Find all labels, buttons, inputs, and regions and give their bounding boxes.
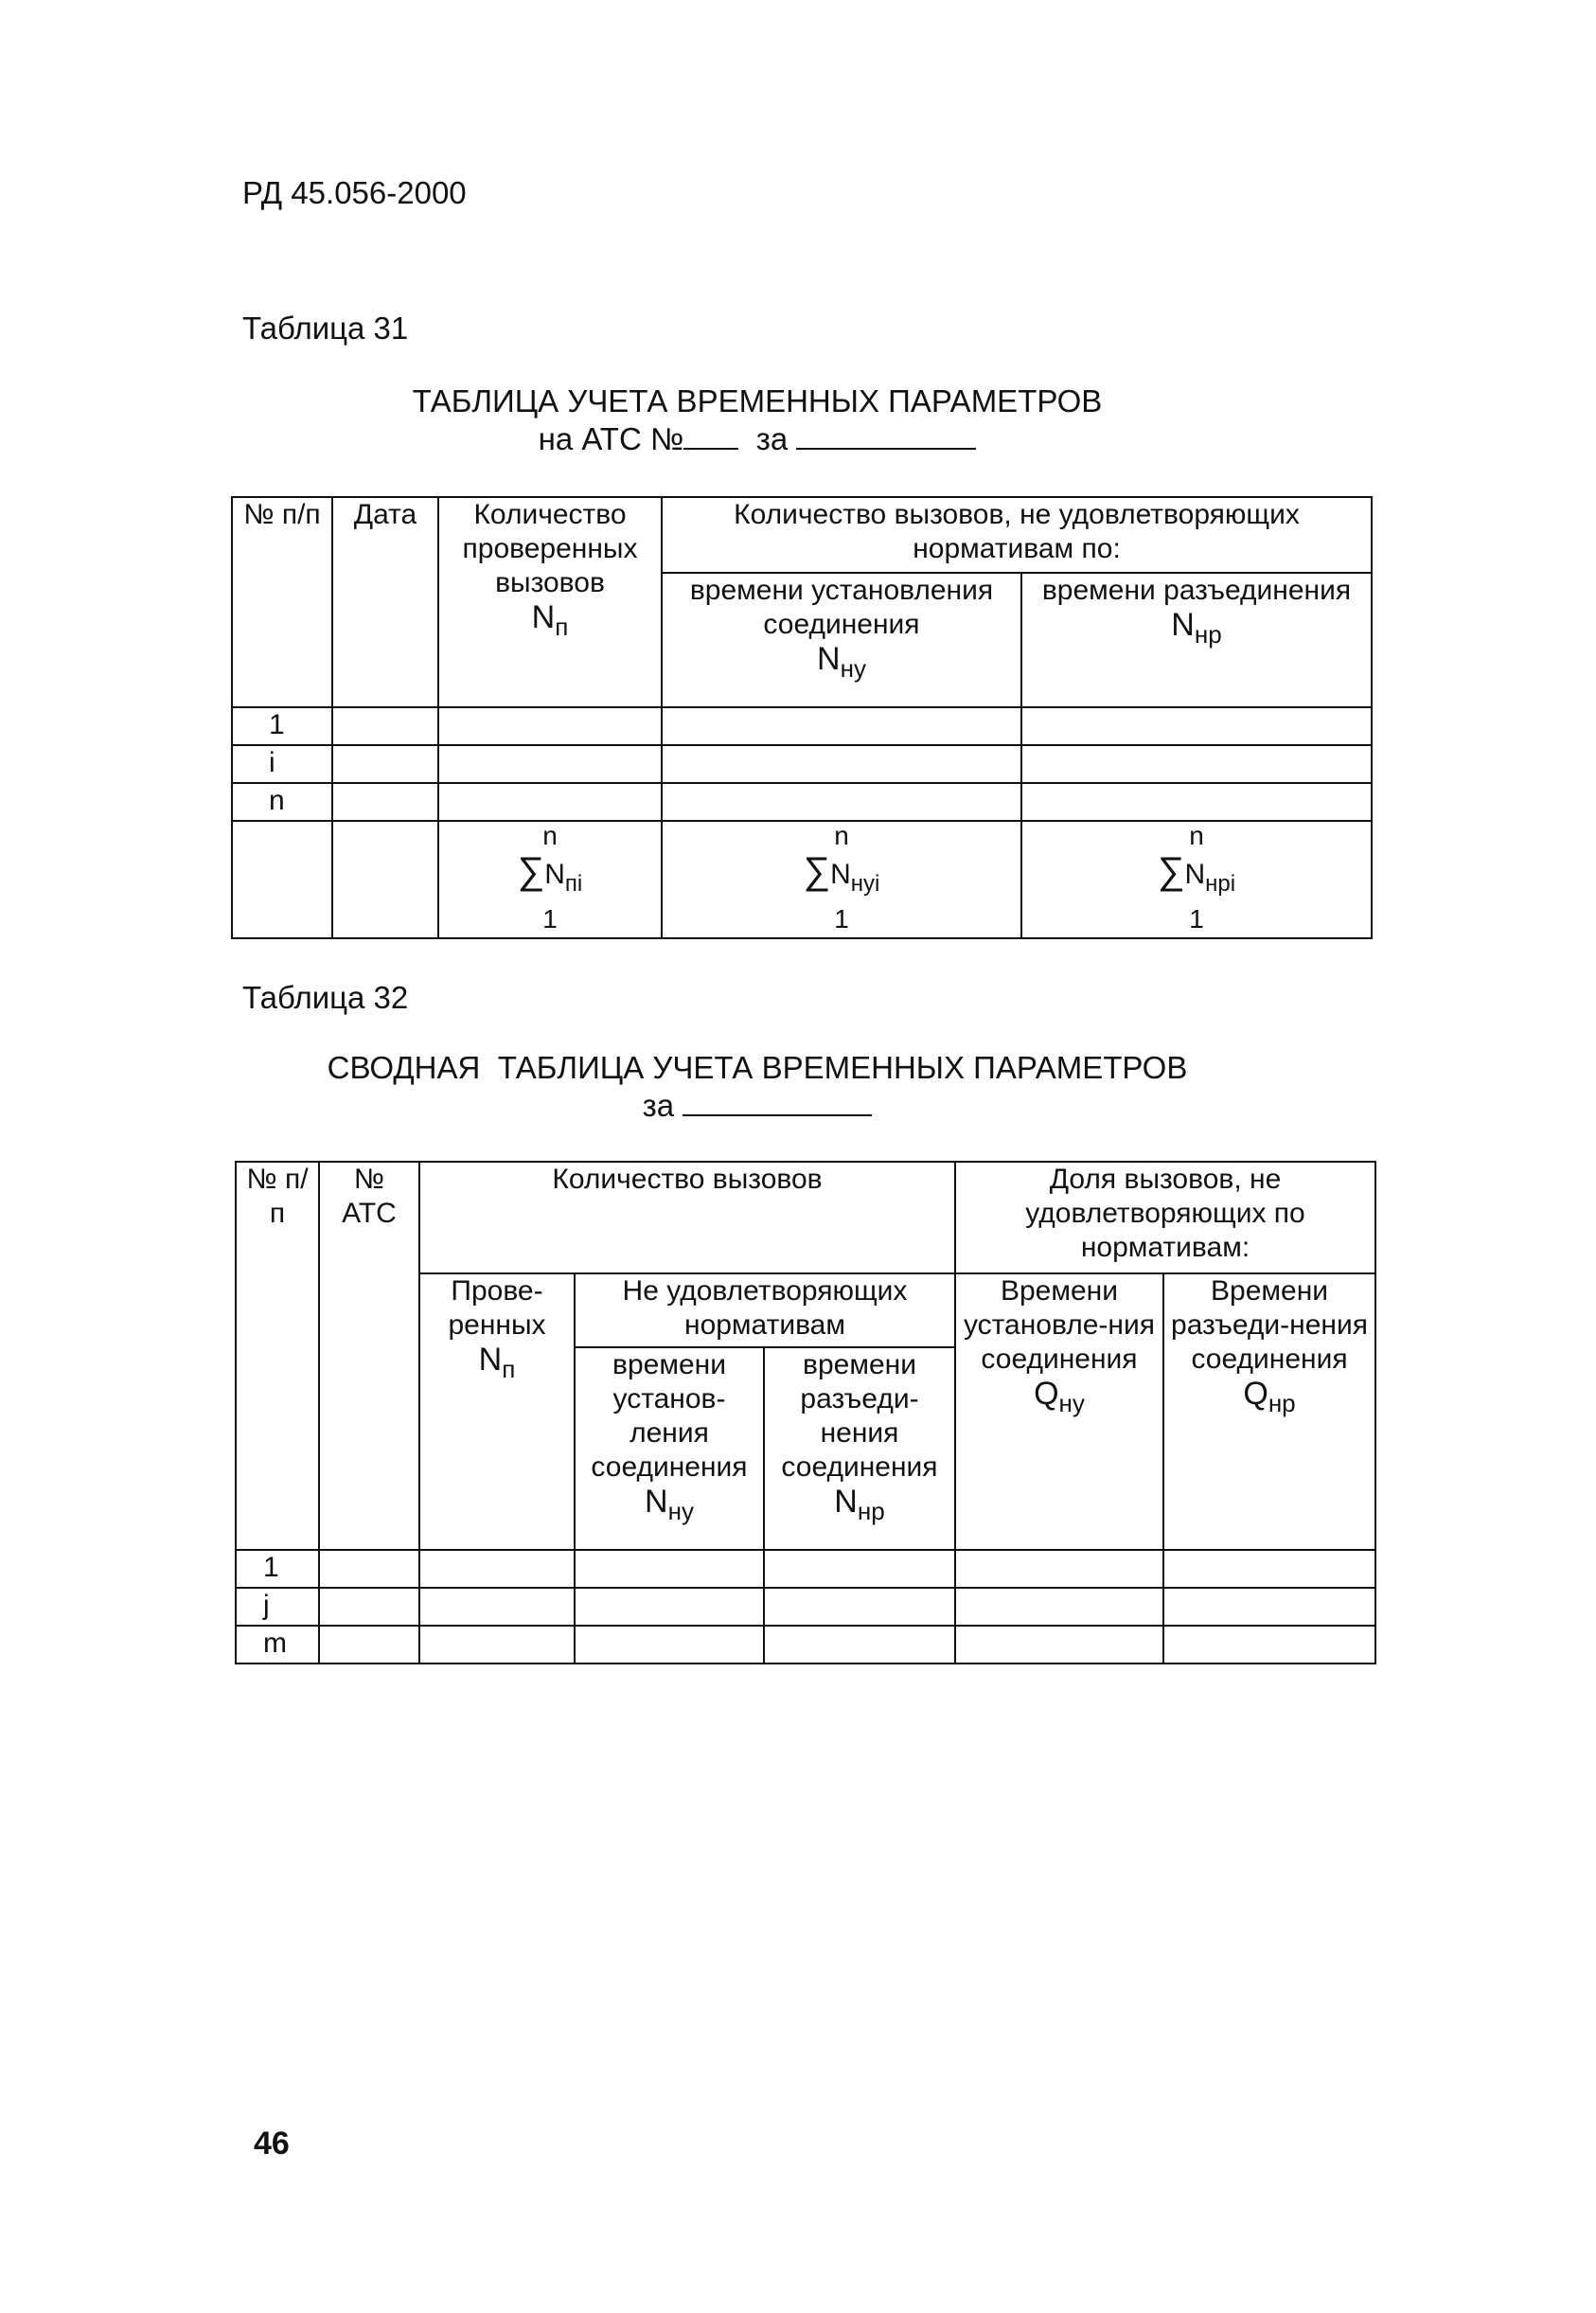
- t32-cell: [575, 1626, 764, 1664]
- t32-row-label: j: [236, 1588, 319, 1626]
- t32-header-not-meeting: Не удовлетворяющих нормативам: [575, 1273, 955, 1347]
- t32-cell: [1163, 1550, 1375, 1588]
- t32-header-release: [764, 1347, 955, 1550]
- ats-number-blank: [683, 444, 738, 450]
- table31-caption: Таблица 31: [242, 311, 409, 346]
- t31-cell: [1021, 745, 1372, 783]
- t31-sum-release: n $\sum N_{нрi}$ 1: [1021, 821, 1372, 938]
- t31-cell: [332, 821, 438, 938]
- t32-cell: [419, 1626, 575, 1664]
- t32-header-setup-label: времени установ-ления соединения: [591, 1349, 748, 1483]
- t32-cell: [419, 1588, 575, 1626]
- t31-cell: [662, 707, 1021, 745]
- t32-cell: [575, 1588, 764, 1626]
- t32-row-label: m: [236, 1626, 319, 1664]
- t31-cell: [438, 783, 662, 821]
- t32-cell: [319, 1626, 419, 1664]
- t32-cell: [1163, 1588, 1375, 1626]
- t31-row-label: 1: [232, 707, 332, 745]
- table-row: [236, 1626, 1375, 1664]
- t31-cell: [438, 745, 662, 783]
- t31-sum-checked: n $\sum N_{пi}$ 1: [438, 821, 662, 938]
- table-row: [236, 1588, 1375, 1626]
- t31-header-release-symbol: $N_{нр}$: [1171, 607, 1222, 649]
- t31-cell: [662, 783, 1021, 821]
- table31-title-line2: [360, 420, 1155, 458]
- t32-header-release-label: времени разъеди-нения соединения: [781, 1349, 938, 1483]
- table31-title: [360, 383, 1155, 458]
- t32-header-ats: № АТС: [319, 1162, 419, 1550]
- t31-header-setup-label: времени установления соединения: [689, 575, 994, 640]
- t32-header-checked-label: Прове-ренных: [448, 1275, 546, 1341]
- t32-header-num: № п/п: [236, 1162, 319, 1550]
- table-row: [232, 745, 1372, 783]
- t31-header-not-meeting: Количество вызовов, не удовлетворяющих нормативам по:: [662, 497, 1372, 573]
- period-blank: [683, 1111, 872, 1116]
- t31-header-setup: [662, 573, 1021, 707]
- t32-header-share-setup: [955, 1273, 1163, 1550]
- t31-cell: [1021, 707, 1372, 745]
- t31-cell: [1021, 783, 1372, 821]
- t31-header-checked-symbol: $N_п$: [531, 599, 569, 641]
- table32-title-line2: [284, 1087, 1231, 1125]
- t32-cell: [764, 1626, 955, 1664]
- t32-header-share-release-symbol: $Q_{нр}$: [1243, 1376, 1296, 1417]
- t32-cell: [1163, 1626, 1375, 1664]
- t32-cell: [955, 1550, 1163, 1588]
- t32-cell: [764, 1588, 955, 1626]
- ats-label: на АТС №: [538, 421, 684, 456]
- t32-cell: [575, 1550, 764, 1588]
- document-code: РД 45.056-2000: [242, 175, 467, 210]
- t32-header-setup: [575, 1347, 764, 1550]
- t31-cell: [332, 783, 438, 821]
- period-blank: [796, 444, 976, 450]
- t31-cell: [332, 745, 438, 783]
- table31-title-line1: ТАБЛИЦА УЧЕТА ВРЕМЕННЫХ ПАРАМЕТРОВ: [412, 383, 1103, 418]
- table32-caption: Таблица 32: [242, 980, 409, 1015]
- table-row: [232, 783, 1372, 821]
- t32-cell: [955, 1588, 1163, 1626]
- t32-header-share-setup-symbol: $Q_{ну}$: [1034, 1376, 1085, 1417]
- t31-sum-row: [232, 821, 1372, 938]
- period-label: за: [642, 1088, 675, 1123]
- t32-header-checked-symbol: $N_п$: [478, 1342, 516, 1383]
- t32-header-share: Доля вызовов, не удовлетворяющих по нормативам:: [955, 1162, 1375, 1273]
- t31-cell: [232, 821, 332, 938]
- table32: [235, 1161, 1376, 1664]
- table-row: [236, 1550, 1375, 1588]
- t31-row-label: i: [232, 745, 332, 783]
- t31-header-checked-label: Количество проверенных вызовов: [462, 499, 638, 598]
- t32-header-share-setup-label: Времени установле-ния соединения: [963, 1275, 1155, 1375]
- t32-cell: [955, 1626, 1163, 1664]
- t32-cell: [319, 1550, 419, 1588]
- t31-cell: [332, 707, 438, 745]
- t31-header-num: № п/п: [232, 497, 332, 707]
- t31-cell: [662, 745, 1021, 783]
- t32-header-setup-symbol: $N_{ну}$: [645, 1484, 694, 1525]
- t31-header-checked: [438, 497, 662, 707]
- t31-header-setup-symbol: $N_{ну}$: [817, 641, 866, 683]
- table32-title-line1: СВОДНАЯ ТАБЛИЦА УЧЕТА ВРЕМЕННЫХ ПАРАМЕТРОВ: [327, 1050, 1188, 1085]
- t31-cell: [438, 707, 662, 745]
- page-number: 46: [254, 2126, 290, 2162]
- t31-header-release-label: времени разъединения: [1041, 575, 1352, 606]
- t31-header-release: [1021, 573, 1372, 707]
- table32-title: [284, 1049, 1231, 1125]
- t32-cell: [764, 1550, 955, 1588]
- table31: [231, 496, 1373, 939]
- t32-cell: [319, 1588, 419, 1626]
- t32-header-calls: Количество вызовов: [419, 1162, 955, 1273]
- t32-header-checked: [419, 1273, 575, 1550]
- table-row: [232, 707, 1372, 745]
- t32-header-share-release: [1163, 1273, 1375, 1550]
- t32-cell: [419, 1550, 575, 1588]
- period-label: за: [755, 421, 789, 456]
- t31-sum-setup: n $\sum N_{нуi}$ 1: [662, 821, 1021, 938]
- t32-header-share-release-label: Времени разъеди-нения соединения: [1171, 1275, 1368, 1375]
- t31-row-label: n: [232, 783, 332, 821]
- t32-header-release-symbol: $N_{нр}$: [834, 1484, 885, 1525]
- t32-row-label: 1: [236, 1550, 319, 1588]
- t31-header-date: Дата: [332, 497, 438, 707]
